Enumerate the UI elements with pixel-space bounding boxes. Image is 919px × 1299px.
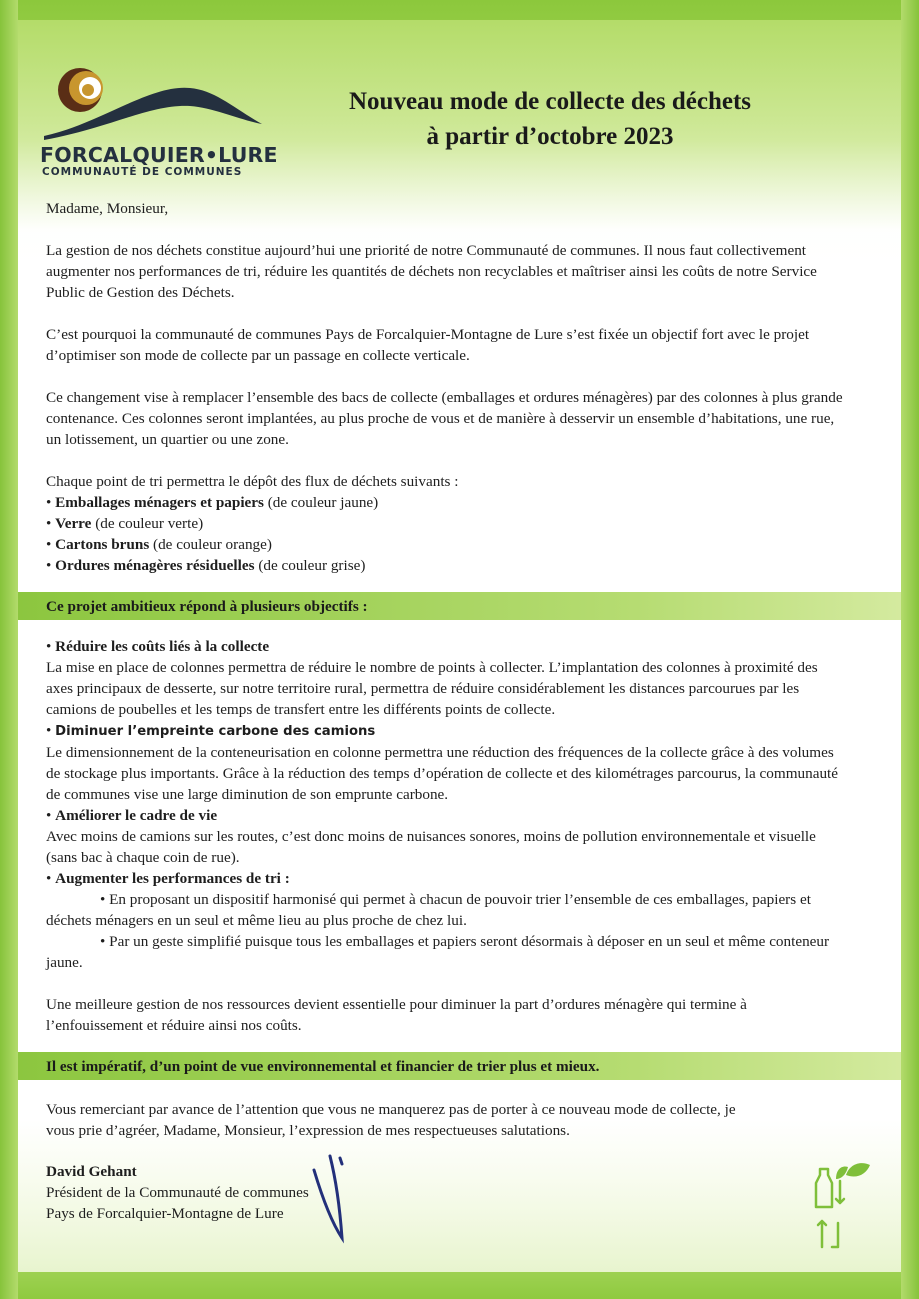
frame-right [901, 0, 919, 1299]
imperative-statement: Il est impératif, d’un point de vue environnemental et financier de trier plus et mieux. [46, 1058, 600, 1075]
objective-4-sub-1-text: En proposant un dispositif harmonisé qui permet à chacun de pouvoir trier l’ensemble de ces emballages, papiers et déchets ménagers en un seul et même lieu au plus proche de chez lui. [46, 891, 811, 929]
paragraph-1: La gestion de nos déchets constitue aujourd’hui une priorité de notre Communauté de communes. Il nous faut collectivement augmenter nos performances de tri, réduire les quantités de déchets non recyclables et maîtriser ainsi les coûts de notre Service Public de Gestion des Déchets. [46, 242, 817, 301]
objective-2-text: Le dimensionnement de la conteneurisation en colonne permettra une réduction des fréquences de la collecte grâce à des volumes de stockage plus importants. Grâce à la réduction des temps d’opération de collecte et des kilométrages parcourus, la communauté de communes vise une large diminution de son emprunte carbone. [46, 744, 839, 803]
signature-block [46, 1161, 309, 1224]
signatory-org: Pays de Forcalquier-Montagne de Lure [46, 1205, 284, 1222]
flux-intro: Chaque point de tri permettra le dépôt des flux de déchets suivants : [46, 473, 459, 490]
objective-4-sub-1: • En proposant un dispositif harmonisé qui permet à chacun de pouvoir trier l’ensemble de ces emballages, papiers et déchets ménagers en un seul et même lieu au plus proche de chez lui. [46, 891, 811, 929]
letter-body-objectives [46, 636, 846, 1036]
paragraph-2: C’est pourquoi la communauté de communes Pays de Forcalquier-Montagne de Lure s’est fixée un objectif fort avec le projet d’optimiser son mode de collecte par un passage en collecte verticale. [46, 326, 810, 364]
objective-2-title: Diminuer l’empreinte carbone des camions [55, 724, 376, 739]
recycle-icon [808, 1155, 878, 1255]
objective-3-title: Améliorer le cadre de vie [55, 807, 218, 824]
logo-name: FORCALQUIER•LURE [40, 143, 278, 167]
objective-1-title: Réduire les coûts liés à la collecte [55, 638, 270, 655]
objective-heading: • Augmenter les performances de tri : [46, 870, 290, 887]
objective-3-text: Avec moins de camions sur les routes, c’est donc moins de nuisances sonores, moins de pollution environnementale et visuelle (sans bac à chaque coin de rue). [46, 828, 816, 866]
page-title [300, 84, 800, 154]
paragraph-4: Une meilleure gestion de nos ressources devient essentielle pour diminuer la part d’ordures ménagère qui termine à l’enfouissement et réduire ainsi nos coûts. [46, 996, 747, 1034]
closing-paragraph: Vous remerciant par avance de l’attention que vous ne manquerez pas de porter à ce nouveau mode de collecte, je vous prie d’agréer, Madame, Monsieur, l’expression de mes respectueuses salutations. [46, 1101, 736, 1139]
signatory-name: David Gehant [46, 1163, 137, 1180]
greeting: Madame, Monsieur, [46, 200, 169, 217]
flux-color: (de couleur orange) [153, 536, 272, 553]
objective-heading: • Diminuer l’empreinte carbone des camions [46, 722, 376, 739]
objective-1-text: La mise en place de colonnes permettra de réduire le nombre de points à collecter. L’implantation des colonnes à proximité des axes principaux de desserte, sur notre territoire rural, permettra de réduire considérablement les distances parcourues par les camions de poubelles et les temps de transfert entre les différents points de collecte. [46, 659, 818, 718]
objective-4-sub-2-text: Par un geste simplifié puisque tous les emballages et papiers seront désormais à déposer en un seul et même conteneur jaune. [46, 933, 830, 971]
flux-color: (de couleur grise) [258, 557, 366, 574]
signatory-role: Président de la Communauté de communes [46, 1184, 309, 1201]
objective-4-sub-2: • Par un geste simplifié puisque tous les emballages et papiers seront désormais à déposer en un seul et même conteneur jaune. [46, 933, 830, 971]
letter-closing [46, 1099, 746, 1141]
title-line-2: à partir d’octobre 2023 [426, 123, 674, 150]
flux-color: (de couleur jaune) [267, 494, 379, 511]
frame-left [0, 0, 18, 1299]
flux-name: Emballages ménagers et papiers [55, 494, 264, 511]
objective-heading: • Réduire les coûts liés à la collecte [46, 638, 270, 655]
flux-name: Cartons bruns [55, 536, 150, 553]
objective-4-title: Augmenter les performances de tri : [55, 870, 290, 887]
flux-color: (de couleur verte) [95, 515, 204, 532]
flux-name: Verre [55, 515, 92, 532]
flux-item: • Verre (de couleur verte) [46, 515, 204, 532]
objectives-heading: Ce projet ambitieux répond à plusieurs objectifs : [46, 598, 368, 615]
flux-item: • Emballages ménagers et papiers (de couleur jaune) [46, 494, 379, 511]
objective-heading: • Améliorer le cadre de vie [46, 807, 218, 824]
flux-item: • Cartons bruns (de couleur orange) [46, 536, 272, 553]
title-line-1: Nouveau mode de collecte des déchets [348, 88, 751, 115]
paragraph-3: Ce changement vise à remplacer l’ensemble des bacs de collecte (emballages et ordures ménagères) par des colonnes à plus grande contenance. Ces colonnes seront implantées, au plus proche de vous et de manière à desservir un ensemble d’habitations, une rue, un lotissement, un quartier ou une zone. [46, 389, 843, 448]
logo-subtitle: COMMUNAUTÉ DE COMMUNES [42, 166, 243, 178]
signature-mark [300, 1150, 360, 1250]
letter-body-intro [46, 198, 846, 576]
flux-item: • Ordures ménagères résiduelles (de couleur grise) [46, 557, 366, 574]
flux-name: Ordures ménagères résiduelles [55, 557, 255, 574]
